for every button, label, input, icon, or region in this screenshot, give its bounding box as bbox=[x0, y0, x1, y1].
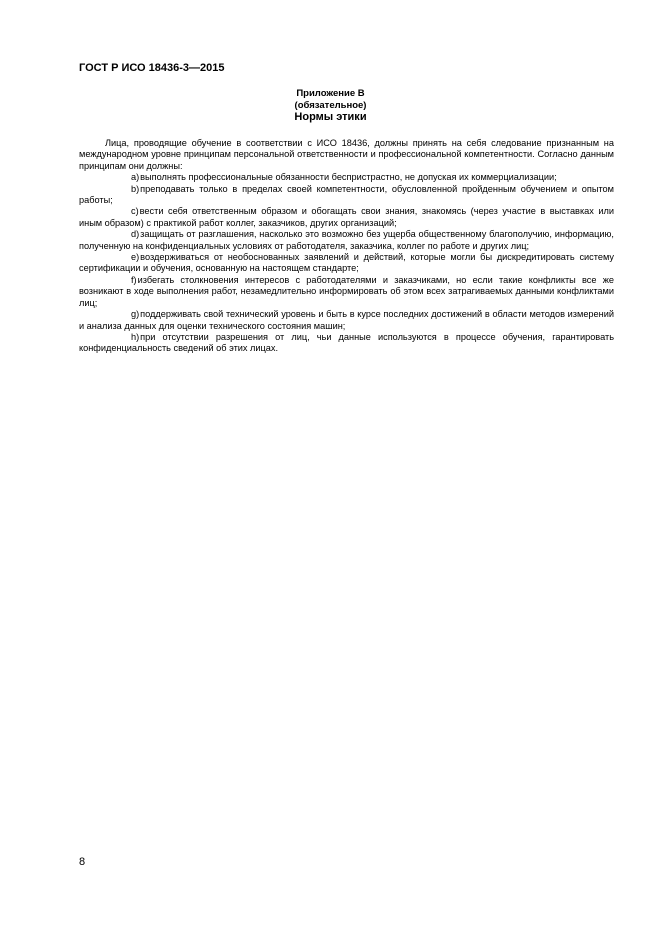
annex-status: (обязательное) bbox=[294, 99, 367, 111]
list-item bbox=[79, 309, 614, 332]
annex-heading bbox=[0, 88, 661, 124]
item-label: h) bbox=[131, 331, 140, 342]
item-label: g) bbox=[131, 309, 140, 320]
standard-designation: ГОСТ Р ИСО 18436-3—2015 bbox=[79, 62, 225, 74]
item-text: защищать от разглашения, насколько это возможно без ущерба общественному благополучию, информацию, полученную на конфиденциальных условиях от работодателя, заказчика, коллег по работе и других лиц; bbox=[79, 229, 614, 251]
list-item bbox=[79, 275, 614, 309]
item-text: при отсутствии разрешения от лиц, чьи данные используются в процессе обучения, гарантировать конфиденциальность сведений об этих лицах. bbox=[79, 331, 614, 354]
document-body bbox=[79, 138, 614, 355]
item-text: поддерживать свой технический уровень и быть в курсе последних достижений в области методов измерений и анализа данных для оценки технического состояния машин; bbox=[79, 309, 614, 331]
item-label: b) bbox=[131, 183, 140, 194]
annex-title: Нормы этики bbox=[294, 111, 367, 123]
list-item bbox=[79, 206, 614, 229]
annex-label: Приложение В bbox=[296, 88, 365, 99]
list-item bbox=[79, 332, 614, 355]
item-text: воздерживаться от необоснованных заявлений и действий, которые могли бы дискредитировать систему сертификации и обучения, основанную на настоящем стандарте; bbox=[79, 252, 614, 274]
item-label: e) bbox=[131, 252, 140, 263]
item-text: выполнять профессиональные обязанности беспристрастно, не допуская их коммерциализации; bbox=[140, 172, 557, 183]
item-label: a) bbox=[131, 172, 140, 183]
list-item bbox=[79, 252, 614, 275]
list-item bbox=[79, 172, 614, 183]
item-label: f) bbox=[131, 274, 137, 285]
item-text: вести себя ответственным образом и обогащать свои знания, знакомясь (через участие в выставках или иным образом) с практикой работ коллег, заказчиков, других организаций; bbox=[79, 206, 614, 228]
item-text: преподавать только в пределах своей компетентности, обусловленной пройденным обучением и опытом работы; bbox=[79, 183, 614, 206]
page-number: 8 bbox=[79, 856, 86, 868]
item-label: c) bbox=[131, 206, 139, 217]
item-label: d) bbox=[131, 229, 140, 240]
intro-paragraph: Лица, проводящие обучение в соответствии с ИСО 18436, должны принять на себя следование признанным на международном уровне принципам персональной ответственности и профессиональной компетентности. Согласно данным принципам они должны: bbox=[79, 138, 614, 171]
list-item bbox=[79, 184, 614, 207]
list-item bbox=[79, 229, 614, 252]
item-text: избегать столкновения интересов с работодателями и заказчиками, но если такие конфликты все же возникают в ходе выполнения работ, незамедлительно информировать об этом всех затрагиваемых данными конфликтами лиц; bbox=[79, 274, 614, 308]
